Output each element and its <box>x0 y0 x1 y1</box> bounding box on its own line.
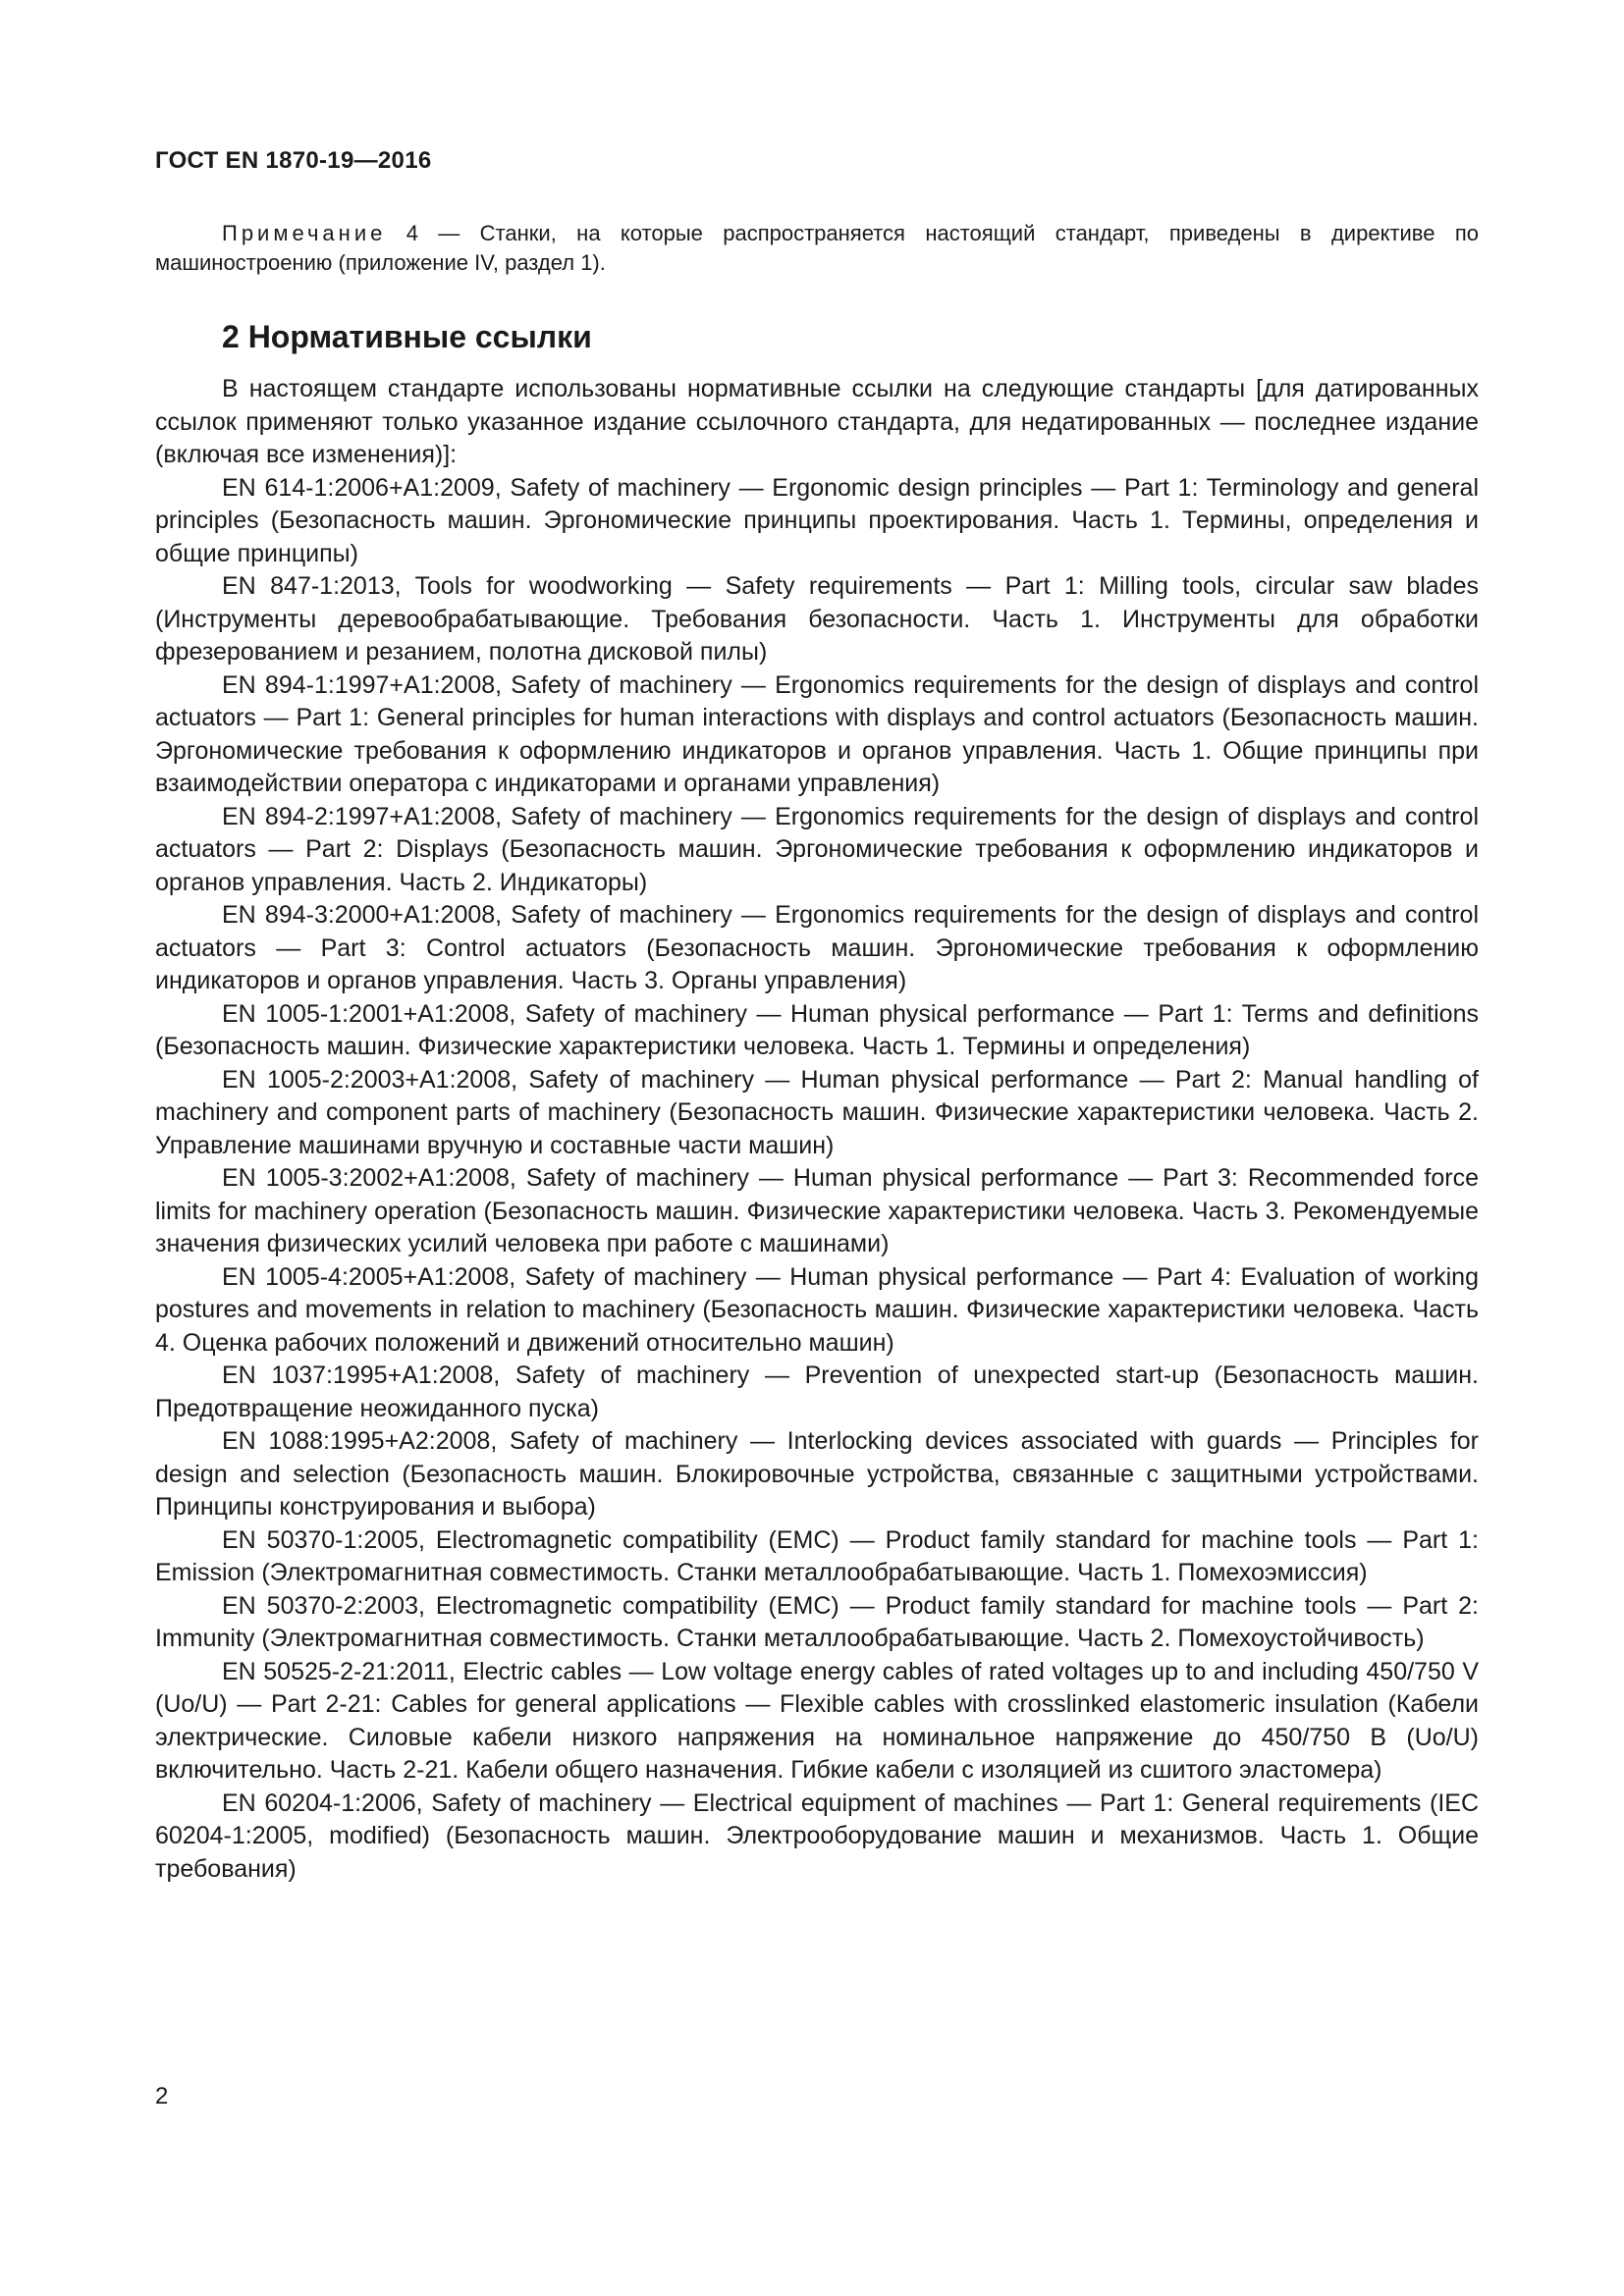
reference-item: EN 847-1:2013, Tools for woodworking — Safety requirements — Part 1: Milling tools, circular saw blades (Инструменты деревообрабатывающие. Требования безопасности. Часть 1. Инструменты для обработки фрезерованием и резанием, полотна дисковой пилы) <box>155 572 1479 666</box>
reference-item: EN 60204-1:2006, Safety of machinery — Electrical equipment of machines — Part 1: General requirements (IEC 60204-1:2005, modified) (Безопасность машин. Электрооборудование машин и механизмов. Часть 1. Общие требования) <box>155 1789 1479 1883</box>
intro-paragraph: В настоящем стандарте использованы нормативные ссылки на следующие стандарты [для датированных ссылок применяют только указанное издание ссылочного стандарта, для недатированных — последнее издание (включая все изменения)]: <box>155 375 1479 468</box>
note-paragraph <box>155 219 1479 278</box>
reference-item: EN 894-3:2000+A1:2008, Safety of machinery — Ergonomics requirements for the design of displays and control actuators — Part 3: Control actuators (Безопасность машин. Эргономические требования к оформлению индикаторов и органов управления. Часть 3. Органы управления) <box>155 901 1479 994</box>
reference-item: EN 50525-2-21:2011, Electric cables — Low voltage energy cables of rated voltages up to and including 450/750 V (Uo/U) — Part 2-21: Cables for general applications — Flexible cables with crosslinked elastomeric insulation (Кабели электрические. Силовые кабели низкого напряжения на номинальное напряжение до 450/750 В (Uo/U) включительно. Часть 2-21. Кабели общего назначения. Гибкие кабели с изоляцией из сшитого эластомера) <box>155 1657 1479 1784</box>
reference-item: EN 1005-1:2001+A1:2008, Safety of machinery — Human physical performance — Part 1: Terms and definitions (Безопасность машин. Физические характеристики человека. Часть 1. Термины и определения) <box>155 999 1479 1060</box>
reference-list <box>155 472 1479 1887</box>
reference-item: EN 50370-1:2005, Electromagnetic compatibility (EMC) — Product family standard for machine tools — Part 1: Emission (Электромагнитная совместимость. Станки металлообрабатывающие. Часть 1. Помехоэмиссия) <box>155 1525 1479 1586</box>
reference-item: EN 1005-2:2003+A1:2008, Safety of machinery — Human physical performance — Part 2: Manual handling of machinery and component parts of machinery (Безопасность машин. Физические характеристики человека. Часть 2. Управление машинами вручную и составные части машин) <box>155 1065 1479 1159</box>
reference-item: EN 1088:1995+A2:2008, Safety of machinery — Interlocking devices associated with guards — Principles for design and selection (Безопасность машин. Блокировочные устройства, связанные с защитными устройствами. Принципы конструирования и выбора) <box>155 1427 1479 1521</box>
reference-item: EN 50370-2:2003, Electromagnetic compatibility (EMC) — Product family standard for machine tools — Part 2: Immunity (Электромагнитная совместимость. Станки металлообрабатывающие. Часть 2. Помехоустойчивость) <box>155 1591 1479 1652</box>
document-page <box>155 147 1479 1886</box>
reference-item: EN 894-1:1997+A1:2008, Safety of machinery — Ergonomics requirements for the design of displays and control actuators — Part 1: General principles for human interactions with displays and control actuators (Безопасность машин. Эргономические требования к оформлению индикаторов и органов управления. Часть 1. Общие принципы при взаимодействии оператора с индикаторами и органами управления) <box>155 670 1479 797</box>
reference-item: EN 614-1:2006+A1:2009, Safety of machinery — Ergonomic design principles — Part 1: Terminology and general principles (Безопасность машин. Эргономические принципы проектирования. Часть 1. Термины, определения и общие принципы) <box>155 473 1479 567</box>
reference-item: EN 1005-4:2005+A1:2008, Safety of machinery — Human physical performance — Part 4: Evaluation of working postures and movements in relation to machinery (Безопасность машин. Физические характеристики человека. Часть 4. Оценка рабочих положений и движений относительно машин) <box>155 1262 1479 1357</box>
document-header: ГОСТ EN 1870-19—2016 <box>155 147 432 174</box>
reference-item: EN 1037:1995+A1:2008, Safety of machinery — Prevention of unexpected start-up (Безопасность машин. Предотвращение неожиданного пуска) <box>155 1362 1479 1422</box>
section-title: 2 Нормативные ссылки <box>222 319 592 354</box>
note-label: Примечание <box>222 221 387 245</box>
reference-item: EN 894-2:1997+A1:2008, Safety of machinery — Ergonomics requirements for the design of displays and control actuators — Part 2: Displays (Безопасность машин. Эргономические требования к оформлению индикаторов и органов управления. Часть 2. Индикаторы) <box>155 802 1479 896</box>
reference-item: EN 1005-3:2002+A1:2008, Safety of machinery — Human physical performance — Part 3: Recommended force limits for machinery operation (Безопасность машин. Физические характеристики человека. Часть 3. Рекомендуемые значения физических усилий человека при работе с машинами) <box>155 1164 1479 1257</box>
page-number: 2 <box>155 2083 169 2109</box>
note-text: 4 — Станки, на которые распространяется настоящий стандарт, приведены в директиве по машиностроению (приложение IV, раздел 1). <box>155 221 1479 275</box>
